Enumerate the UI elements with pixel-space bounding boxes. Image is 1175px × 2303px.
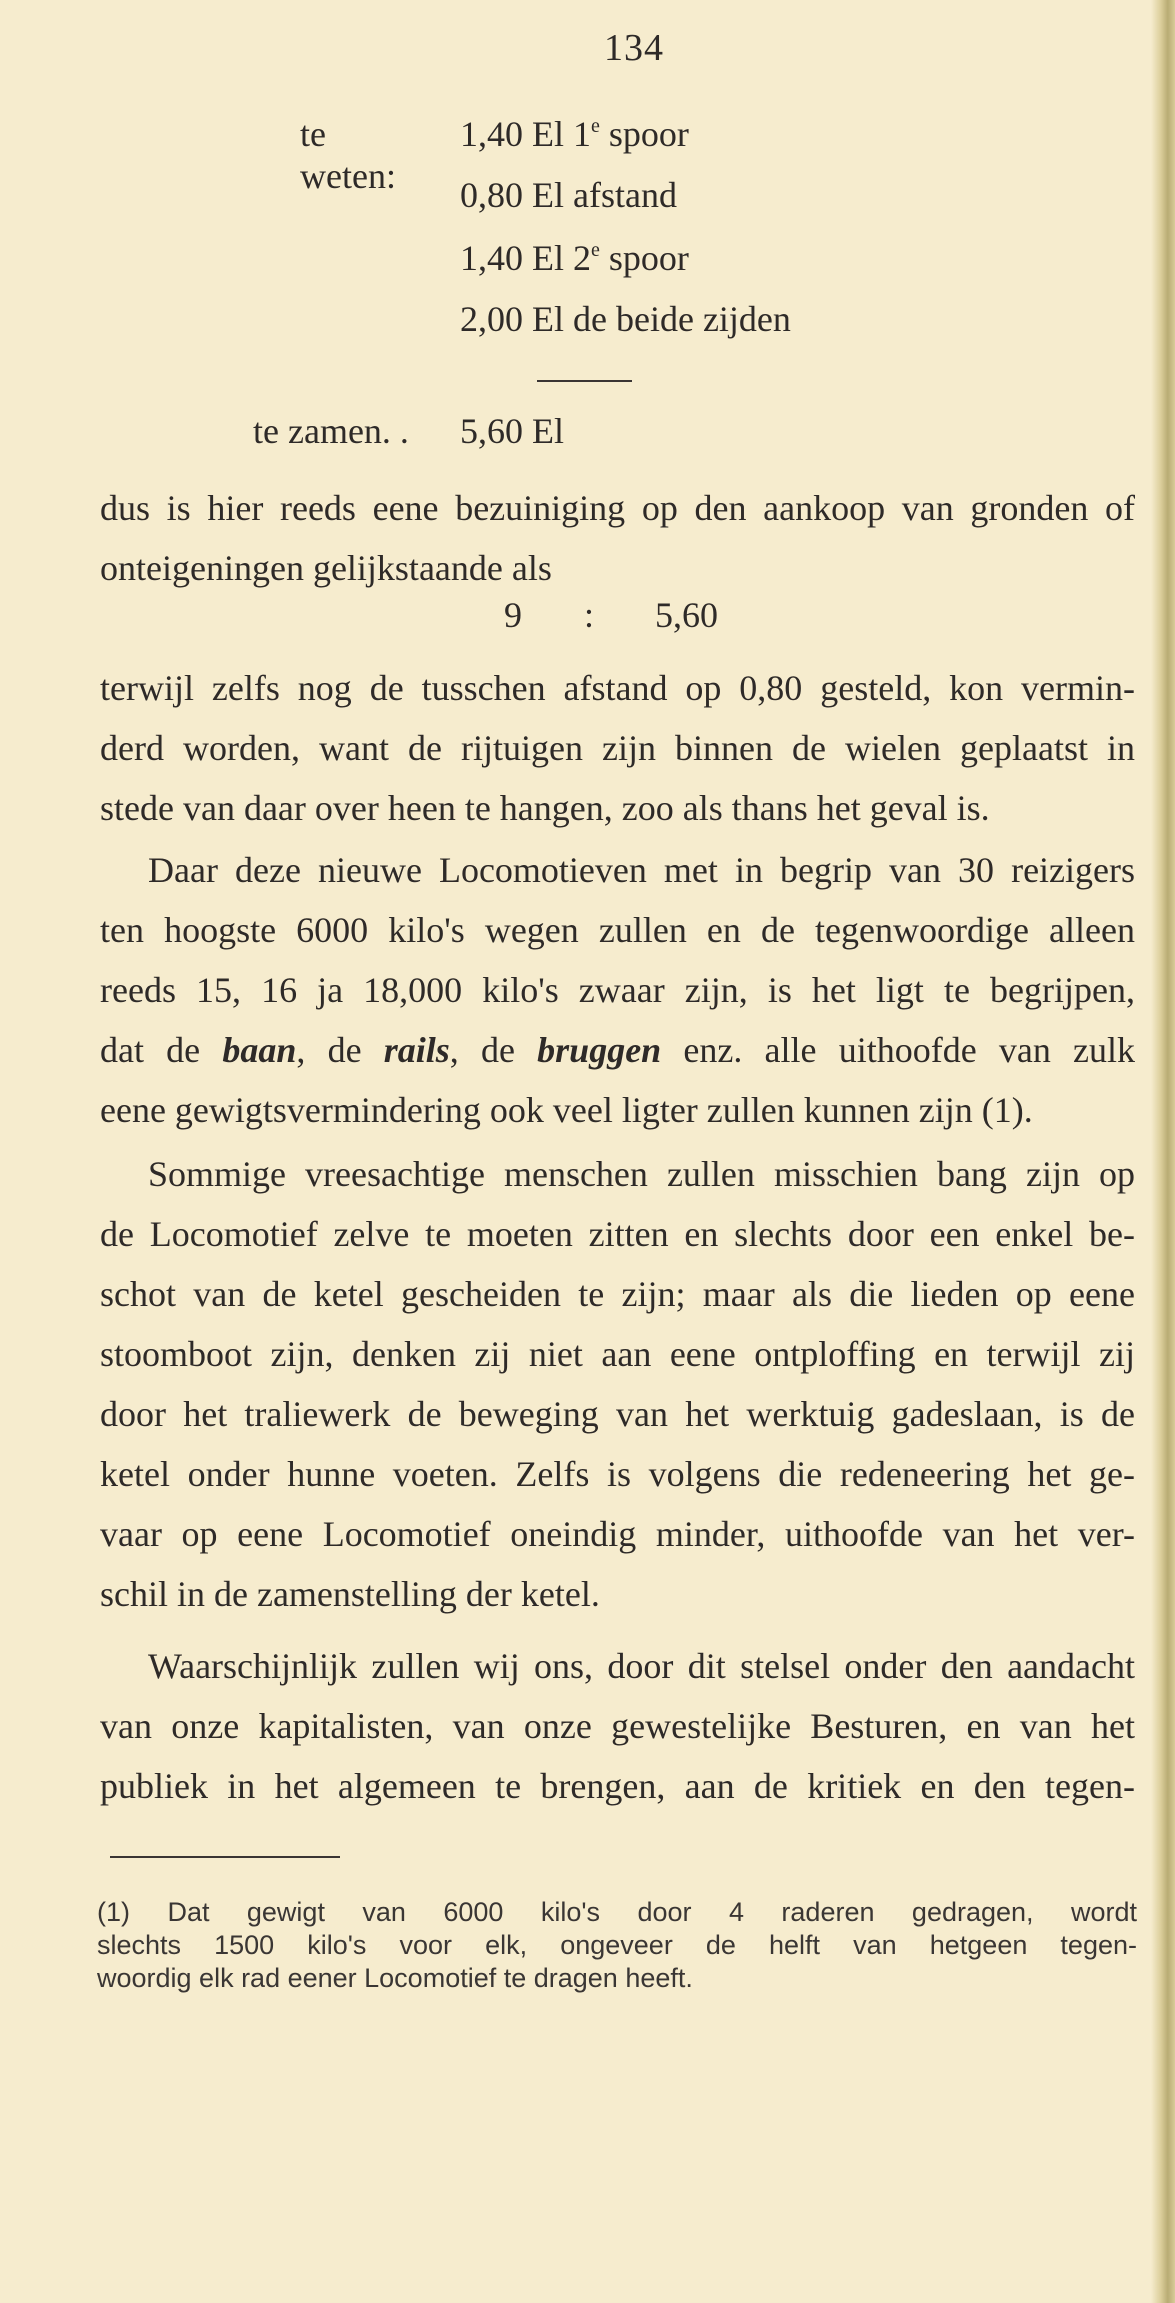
text-line: vaar op eene Locomotief oneindig minder, uithoofde van het ver- [100, 1514, 1135, 1554]
calc-desc: afstand [573, 175, 677, 215]
footnote-line: (1) Dat gewigt van 6000 kilo's door 4 raderen gedragen, wordt [97, 1897, 1137, 1927]
paragraph [100, 1144, 1135, 1624]
calc-desc: spoor [608, 114, 689, 154]
sum-label: te zamen. . [253, 411, 409, 451]
calc-value: 1,40 [460, 238, 523, 278]
footnote-line: woordig elk rad eener Locomotief te dragen heeft. [97, 1963, 693, 1993]
text-line: schot van de ketel gescheiden te zijn; maar als die lieden op eene [100, 1274, 1135, 1314]
text-line: dus is hier reeds eene bezuiniging op den aankoop van gronden of [100, 488, 1135, 528]
calc-value: 0,80 [460, 175, 523, 215]
paragraph [100, 1636, 1135, 1816]
footnote [97, 1896, 1137, 1995]
ratio-separator: : [584, 595, 595, 635]
calc-sup: e [591, 239, 600, 261]
footnote-line: slechts 1500 kilo's voor elk, ongeveer de helft van hetgeen tegen- [97, 1930, 1137, 1960]
text-line: door het traliewerk de beweging van het werktuig gadeslaan, is de [100, 1394, 1135, 1434]
calc-row [460, 174, 677, 216]
calc-value: 2,00 [460, 299, 523, 339]
text-line: derd worden, want de rijtuigen zijn binnen de wielen geplaatst in [100, 728, 1135, 768]
calc-desc: spoor [608, 238, 689, 278]
page-number: 134 [604, 27, 664, 69]
text-line: Daar deze nieuwe Locomotieven met in begrip van 30 reizigers [148, 850, 1135, 890]
text-line: de Locomotief zelve te moeten zitten en slechts door een enkel be- [100, 1214, 1135, 1254]
calc-ordinal: 2 [573, 238, 591, 278]
text-line: ketel onder hunne voeten. Zelfs is volgens die redeneering het ge- [100, 1454, 1135, 1494]
text-line: van onze kapitalisten, van onze gewestelijke Besturen, en van het [100, 1706, 1135, 1746]
italic-term-baan: baan [222, 1030, 297, 1070]
text-line: Waarschijnlijk zullen wij ons, door dit stelsel onder den aandacht [148, 1646, 1135, 1686]
text-line: Sommige vreesachtige menschen zullen misschien bang zijn op [148, 1154, 1135, 1194]
text-line: publiek in het algemeen te brengen, aan de kritiek en den tegen- [100, 1766, 1135, 1806]
sum-value: 5,60 El [460, 411, 564, 451]
calc-ordinal: 1 [573, 114, 591, 154]
text-line: schil in de zamenstelling der ketel. [100, 1574, 600, 1614]
italic-term-bruggen: bruggen [537, 1030, 662, 1070]
text-run: , de [449, 1030, 515, 1070]
calc-value: 1,40 [460, 114, 523, 154]
text-line: eene gewigtsvermindering ook veel ligter zullen kunnen zijn (1). [100, 1090, 1033, 1130]
calc-unit: El [532, 114, 564, 154]
text-run: enz. alle uithoofde van zulk [661, 1030, 1135, 1070]
ratio-left: 9 [504, 595, 522, 635]
calc-unit: El [532, 299, 564, 339]
ratio-right: 5,60 [655, 595, 718, 635]
text-line: onteigeningen gelijkstaande als [100, 548, 552, 588]
paragraph [100, 478, 1135, 598]
calc-sup: e [591, 115, 600, 137]
paragraph [100, 658, 1135, 838]
text-line: reeds 15, 16 ja 18,000 kilo's zwaar zijn, is het ligt te begrijpen, [100, 970, 1135, 1010]
paragraph [100, 840, 1135, 1140]
calc-desc: de beide zijden [573, 299, 791, 339]
footnote-rule [110, 1856, 340, 1858]
text-run: , de [296, 1030, 362, 1070]
text-line: ten hoogste 6000 kilo's wegen zullen en de tegenwoordige alleen [100, 910, 1135, 950]
calc-unit: El [532, 175, 564, 215]
sum-rule [537, 380, 632, 382]
page-edge [1151, 0, 1175, 2303]
calc-unit: El [532, 238, 564, 278]
calc-row [460, 298, 791, 340]
text-line: stede van daar over heen te hangen, zoo als thans het geval is. [100, 788, 990, 828]
text-line [100, 1020, 1135, 1080]
text-line: terwijl zelfs nog de tusschen afstand op 0,80 gesteld, kon vermin- [100, 668, 1135, 708]
calc-lead: te weten: [300, 114, 396, 196]
calc-row [460, 237, 689, 279]
italic-term-rails: rails [383, 1030, 450, 1070]
text-line: stoomboot zijn, denken zij niet aan eene ontploffing en terwijl zij [100, 1334, 1135, 1374]
text-run: dat de [100, 1030, 201, 1070]
calc-row [460, 113, 689, 155]
